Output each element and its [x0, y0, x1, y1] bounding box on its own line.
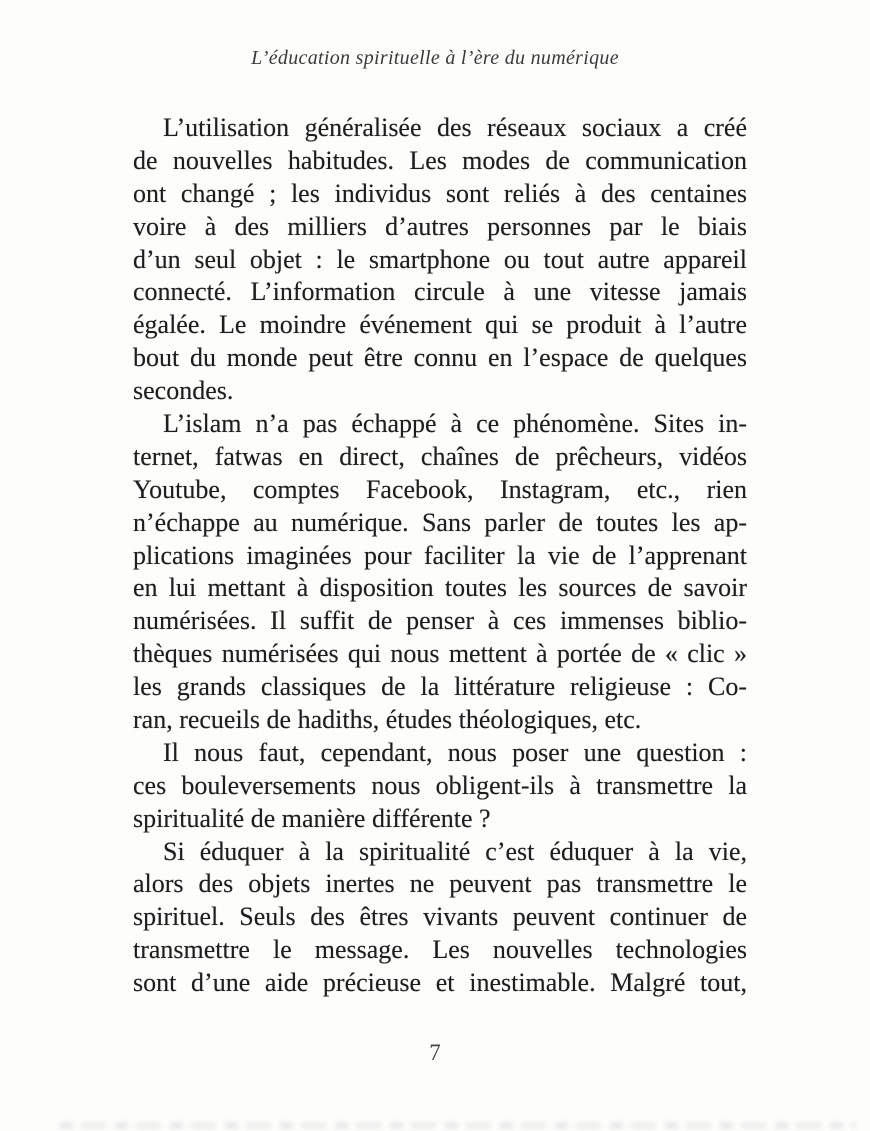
text-line: connecté. L’information circule à une vitesse jamais	[133, 277, 747, 307]
text-line: ran, recueils de hadiths, études théologiques, etc.	[133, 705, 642, 735]
text-line: n’échappe au numérique. Sans parler de toutes les ap-	[133, 507, 747, 537]
text-line: ternet, fatwas en direct, chaînes de prêcheurs, vidéos	[133, 441, 747, 471]
running-header: L’éducation spirituelle à l’ère du numérique	[251, 47, 619, 69]
text-line: alors des objets inertes ne peuvent pas transmettre le	[133, 869, 747, 899]
text-line: égalée. Le moindre événement qui se produit à l’autre	[133, 310, 747, 340]
next-page-scan-artifact	[60, 1122, 856, 1129]
text-line: les grands classiques de la littérature religieuse : Co-	[133, 672, 747, 702]
text-line: plications imaginées pour faciliter la vie de l’apprenant	[133, 540, 747, 570]
text-line: de nouvelles habitudes. Les modes de communication	[133, 145, 747, 175]
text-line: en lui mettant à disposition toutes les sources de savoir	[133, 573, 747, 603]
text-line: secondes.	[133, 376, 234, 406]
text-line: numérisées. Il suffit de penser à ces immenses biblio-	[133, 606, 747, 636]
text-line: Il nous faut, cependant, nous poser une question :	[163, 737, 747, 767]
text-line: Si éduquer à la spiritualité c’est éduquer à la vie,	[163, 836, 747, 866]
page-number: 7	[429, 1040, 441, 1065]
text-line: ces bouleversements nous obligent-ils à transmettre la	[133, 770, 747, 800]
text-line: transmettre le message. Les nouvelles technologies	[133, 935, 747, 965]
text-line: thèques numérisées qui nous mettent à portée de « clic »	[133, 639, 747, 669]
text-line: Youtube, comptes Facebook, Instagram, etc., rien	[133, 474, 747, 504]
text-line: L’utilisation généralisée des réseaux sociaux a créé	[163, 113, 747, 142]
text-line: ont changé ; les individus sont reliés à des centaines	[133, 178, 747, 208]
text-line: sont d’une aide précieuse et inestimable. Malgré tout,	[133, 968, 747, 998]
text-line: L’islam n’a pas échappé à ce phénomène. Sites in-	[163, 409, 747, 439]
text-line: spiritualité de manière différente ?	[133, 803, 491, 833]
body-text-block	[133, 112, 747, 1000]
text-line: bout du monde peut être connu en l’espace de quelques	[133, 343, 747, 373]
text-line: spirituel. Seuls des êtres vivants peuvent continuer de	[133, 902, 747, 932]
text-line: d’un seul objet : le smartphone ou tout autre appareil	[133, 244, 747, 274]
text-line: voire à des milliers d’autres personnes par le biais	[133, 211, 747, 241]
